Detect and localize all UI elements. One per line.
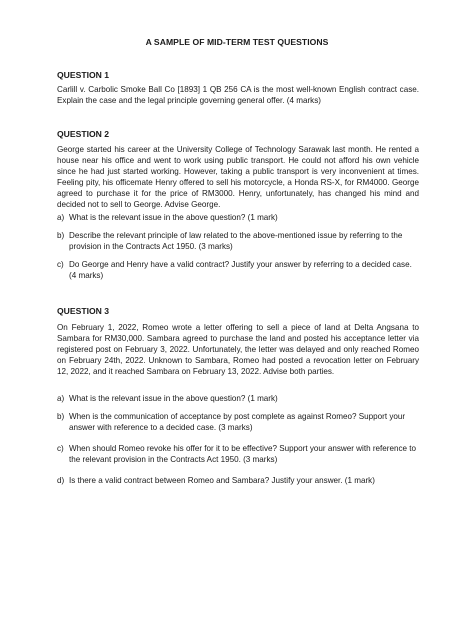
item-text: When should Romeo revoke his offer for it to be effective? Support your answer with reference to the relevant provision in the Contracts Act 1950. (3 marks): [69, 444, 417, 465]
item-text: What is the relevant issue in the above question? (1 mark): [69, 213, 278, 222]
item-text: Do George and Henry have a valid contract? Justify your answer by referring to a decided case. (4 marks): [69, 260, 412, 281]
item-text: When is the communication of acceptance by post complete as against Romeo? Support your answer with reference to a decided case. (3 marks): [69, 412, 406, 433]
question-3-item-b: [57, 411, 421, 433]
item-text: Is there a valid contract between Romeo and Sambara? Justify your answer. (1 mark): [69, 476, 375, 485]
question-3-item-d: [57, 475, 421, 486]
question-3-item-c: [57, 443, 421, 465]
item-text: Describe the relevant principle of law related to the above-mentioned issue by referring to the provision in the Contracts Act 1950. (3 marks): [69, 231, 403, 252]
item-marker: a): [57, 394, 65, 403]
question-3-body: On February 1, 2022, Romeo wrote a letter offering to sell a piece of land at Delta Angsana to Sambara for RM30,000. Sambara agreed to purchase the land and posted his acceptance letter via registered post on February 3, 2022. Unfortunately, the letter was delayed and only reached Romeo on February 24th, 2022. Unknown to Sambara, Romeo had posted a revocation letter on February 12, 2022, and it reached Sambara on February 13, 2022. Advise both parties.: [57, 323, 419, 377]
item-marker: b): [57, 231, 65, 240]
question-2-body: George started his career at the University College of Technology Sarawak last month. He rented a house near his office and went to work using public transport. He could not afford his own vehicle since he had just started working. However, taking a public transport is very inconvenient at times. Feeling pity, his officemate Henry offered to sell his motorcycle, a Honda RS-X, for RM4000. George agreed to purchase it for the price of RM3000. Henry, unfortunately, has changed his mind and decided not to sell to George. Advise George.: [57, 145, 419, 210]
question-3-heading: QUESTION 3: [57, 306, 110, 316]
question-2-heading: QUESTION 2: [57, 129, 110, 139]
question-2-item-c: [57, 259, 421, 281]
document-title: A SAMPLE OF MID-TERM TEST QUESTIONS: [145, 37, 329, 47]
question-3-item-a: [57, 393, 421, 404]
item-text: What is the relevant issue in the above question? (1 mark): [69, 394, 278, 403]
question-1-heading: QUESTION 1: [57, 70, 110, 80]
item-marker: d): [57, 476, 65, 485]
question-1-body: Carlill v. Carbolic Smoke Ball Co [1893] 1 QB 256 CA is the most well-known English contract case. Explain the case and the legal principle governing general offer. (4 marks): [57, 85, 419, 106]
item-marker: c): [57, 260, 64, 269]
question-2-item-a: [57, 212, 421, 223]
question-2-item-b: [57, 230, 421, 252]
item-marker: a): [57, 213, 65, 222]
item-marker: c): [57, 444, 64, 453]
item-marker: b): [57, 412, 65, 421]
